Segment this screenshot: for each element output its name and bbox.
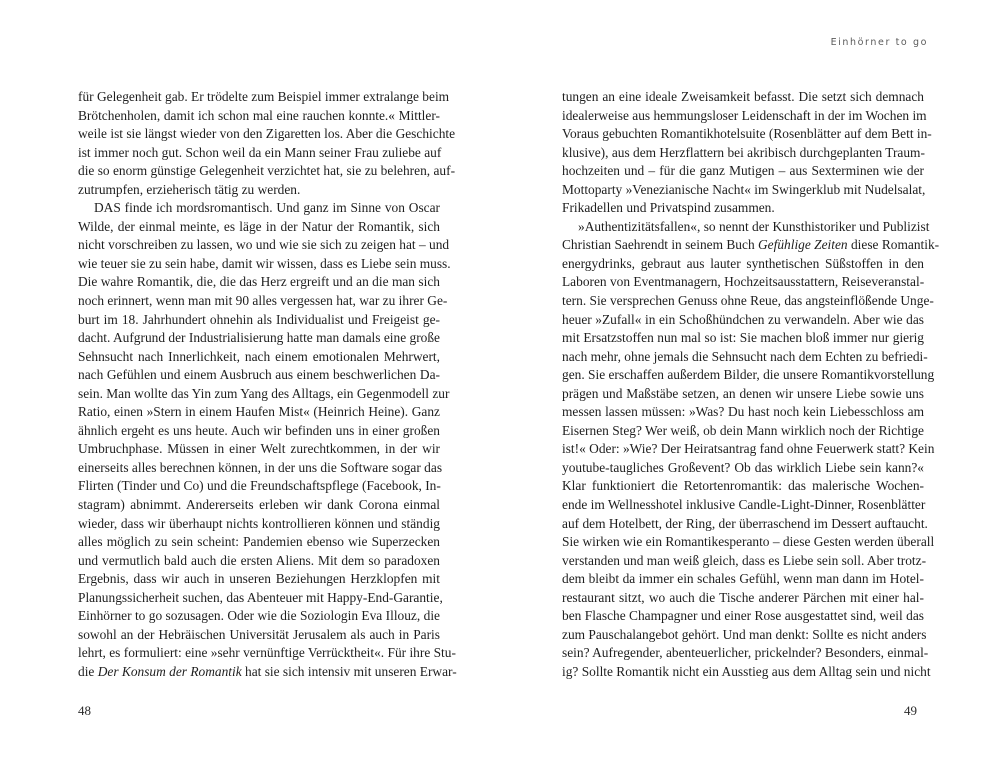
text-line: lehrt, es formuliert: eine »sehr vernünftige Verrücktheit«. Für ihre Stu-	[78, 645, 456, 661]
right-page-text-column	[562, 88, 940, 682]
text-line: die so enorm günstige Gelegenheit verzichtet hat, sie zu belehren, auf-	[78, 163, 456, 179]
text-line: ende im Wellnesshotel inklusive Candle-Light-Dinner, Rosenblätter	[562, 497, 926, 513]
text-line: hochzeiten und – für die ganz Mutigen – aus Sexterminen wie der	[562, 163, 924, 179]
text-line: Einhörner to go sozusagen. Oder wie die Soziologin Eva Illouz, die	[78, 608, 440, 624]
text-line: Ratio, einen »Stern in einem Haufen Mist« (Heinrich Heine). Ganz	[78, 404, 440, 420]
text-line: sein. Man wollte das Yin zum Yang des Alltags, ein Gegenmodell zur	[78, 385, 450, 401]
text-line: messen lassen müssen: »Was? Du hast noch kein Liebesschloss am	[562, 404, 924, 420]
text-line: ig? Sollte Romantik nicht ein Ausstieg aus dem Alltag sein und nicht	[562, 663, 931, 679]
text-line: Eisernen Steg? Wer weiß, ob dein Mann wirklich noch der Richtige	[562, 422, 924, 438]
text-line: Voraus gebuchten Romantikhotelsuite (Rosenblätter auf dem Bett in-	[562, 126, 932, 142]
text-line: Frikadellen und Privatspind zusammen.	[562, 200, 775, 216]
text-line: nach mehr, ohne jemals die Sehnsucht nach dem Echten zu befriedi-	[562, 348, 928, 364]
text-line: Mottoparty »Venezianische Nacht« im Swingerklub mit Nudelsalat,	[562, 181, 926, 197]
text-line: energydrinks, gebraut aus lauter synthetischen Süßstoffen in den	[562, 255, 924, 271]
text-line: Flirten (Tinder und Co) und die Freundschaftspflege (Facebook, In-	[78, 478, 441, 494]
text-line: Sehnsucht nach Innerlichkeit, nach einem emotionalen Mehrwert,	[78, 348, 440, 364]
text-line: gen. Sie erschaffen außerdem Bilder, die unsere Romantikvorstellung	[562, 367, 935, 383]
text-line: einerseits alles berechnen können, in der uns die Software sogar das	[78, 459, 443, 475]
text-line: wieder, dass wir überhaupt nichts kontrollieren können und ständig	[78, 515, 440, 531]
text-line: noch erinnert, wenn man mit 90 alles vergessen hat, war zu ihrer Ge-	[78, 293, 448, 309]
right-page	[500, 0, 1000, 778]
text-line: heuer »Zufall« in ein Schoßhündchen zu verwandeln. Aber wie das	[562, 311, 924, 327]
text-line: tern. Sie versprechen Genuss ohne Reue, das angsteinflößende Unge-	[562, 293, 934, 309]
text-line: Planungssicherheit suchen, das Abenteuer mit Happy-End-Garantie,	[78, 589, 443, 605]
text-line: »Authentizitätsfallen«, so nennt der Kunsthistoriker und Publizist	[578, 218, 930, 234]
text-line: wie teuer sie zu sein habe, damit wir wissen, dass es Liebe sein muss.	[78, 255, 451, 271]
text-line: und vermutlich bald auch die ersten Aliens. Mit dem so paradoxen	[78, 552, 440, 568]
text-line: ist!« Oder: »Wie? Der Heiratsantrag fand ohne Feuerwerk statt? Kein	[562, 441, 935, 457]
text-line: für Gelegenheit gab. Er trödelte zum Beispiel immer extralange beim	[78, 89, 450, 104]
text-line: Sie wirken wie ein Romantikesperanto – diese Gesten werden überall	[562, 534, 935, 550]
text-line: ähnlich ergeht es uns heute. Auch wir befinden uns in einer großen	[78, 422, 440, 438]
right-page-number: 49	[904, 703, 917, 718]
text-line: ben Flasche Champagner und einer Rose ausgestattet sind, weil das	[562, 608, 924, 624]
text-line: Christian Saehrendt in seinem Buch Gefühlige Zeiten diese Romantik-	[562, 237, 940, 253]
left-page-text-column	[78, 88, 457, 682]
text-line: verstanden und man weiß gleich, dass es Liebe sein soll. Aber trotz-	[562, 552, 927, 568]
text-line: zutrumpfen, erzieherisch tätig zu werden.	[78, 181, 301, 197]
text-line: Umbruchphase. Müssen in einer Welt zurechtkommen, in der wir	[78, 441, 440, 457]
text-line: dacht. Aufgrund der Industrialisierung hatte man damals eine große	[78, 330, 440, 346]
running-head: Einhörner to go	[830, 37, 928, 48]
text-line: DAS finde ich mordsromantisch. Und ganz im Sinne von Oscar	[94, 200, 440, 216]
text-line: mit Ersatzstoffen nun mal so ist: Sie machen bloß immer nur gierig	[562, 330, 924, 346]
text-line: auf dem Hotelbett, der Ring, der überraschend im Dessert auftaucht.	[562, 515, 928, 531]
text-line: burt im 18. Jahrhundert ohnehin als Individualist und Freigeist ge-	[78, 311, 440, 327]
text-line: Wilde, der einmal meinte, es läge in der Natur der Romantik, sich	[78, 218, 440, 234]
text-line: prägen und Maßstäbe setzen, an denen wir unsere Liebe sowie uns	[562, 385, 924, 401]
text-line: weile ist sie längst wieder von den Zigaretten los. Aber die Geschichte	[78, 126, 456, 142]
text-line: restaurant sitzt, wo auch die Tische anderer Pärchen mit einer hal-	[562, 589, 924, 605]
text-line: stagram) abnimmt. Andererseits erleben wir dank Corona einmal	[78, 497, 440, 513]
text-line: idealerweise aus hemmungsloser Leidenschaft in der im Wochen im	[562, 107, 927, 123]
text-line: Ergebnis, dass wir auch in unseren Beziehungen Herzklopfen mit	[78, 571, 440, 587]
text-line: Klar funktioniert die Retortenromantik: das malerische Wochen-	[562, 478, 924, 494]
text-line: Laboren von Eventmanagern, Hochzeitsausstattern, Reiseveranstal-	[562, 274, 925, 290]
text-line: Brötchenholen, damit ich schon mal eine rauchen konnte.« Mittler-	[78, 107, 440, 123]
left-page-number: 48	[78, 703, 91, 718]
text-line: die Der Konsum der Romantik hat sie sich intensiv mit unseren Erwar-	[78, 663, 457, 679]
text-line: klusive), aus dem Herzflattern bei akribisch durchgeplanten Traum-	[562, 144, 925, 160]
text-line: ist immer noch gut. Schon weil da ein Mann seiner Frau zuliebe auf	[78, 144, 442, 160]
text-line: sowohl an der Hebräischen Universität Jerusalem als auch in Paris	[78, 626, 440, 642]
text-line: nicht vorschreiben zu lassen, wo und wie sie sich zu zeigen hat – und	[78, 237, 450, 253]
text-line: tungen an eine ideale Zweisamkeit befasst. Die setzt sich demnach	[562, 89, 924, 104]
text-line: nach Gefühlen und einem Ausbruch aus einem beschwerlichen Da-	[78, 367, 440, 383]
text-line: alles möglich zu sein scheint: Pandemien ebenso wie Superzecken	[78, 534, 440, 550]
text-line: Die wahre Romantik, die, die das Herz ergreift und an die man sich	[78, 274, 440, 290]
text-line: youtube-taugliches Großevent? Ob das wirklich Liebe sein kann?«	[562, 459, 924, 475]
text-line: zum Pauschalangebot gehört. Und man denkt: Sollte es nicht anders	[562, 626, 927, 642]
text-line: dem bleibt da immer ein schales Gefühl, wenn man dann im Hotel-	[562, 571, 924, 587]
text-line: sein? Aufregender, abenteuerlicher, prickelnder? Besonders, einmal-	[562, 645, 929, 661]
